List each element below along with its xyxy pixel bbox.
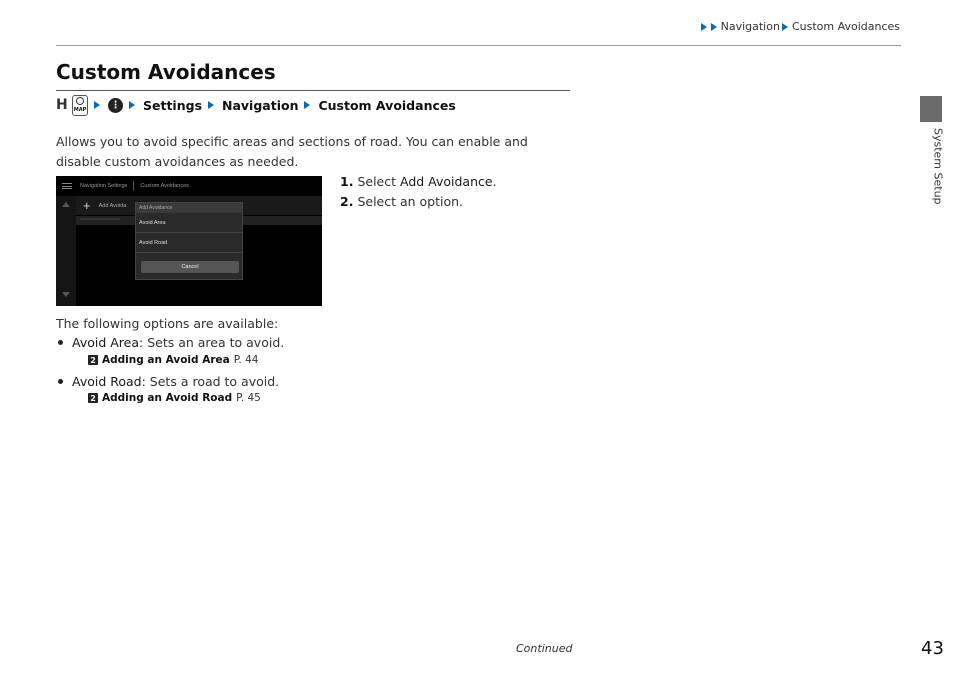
operation-path: [56, 94, 456, 116]
arrow-icon: [208, 101, 214, 109]
breadcrumb-item-custom-avoidances: Custom Avoidances: [791, 20, 900, 33]
menu-icon: [62, 183, 72, 189]
path-item-navigation: Navigation: [222, 97, 299, 113]
path-item-custom-avoidances: Custom Avoidances: [318, 97, 456, 113]
screen-header-right: Custom Avoidances: [140, 183, 189, 189]
path-item-settings: Settings: [143, 97, 203, 113]
screen-add-row-label: Add Avoida: [98, 202, 127, 209]
option-avoid-road: Avoid Road : Sets a road to avoid.: [56, 374, 279, 389]
arrow-icon: [782, 23, 788, 31]
arrow-icon: [94, 101, 100, 109]
bullet-icon: [58, 379, 63, 384]
step-item: 2. Select an option.: [340, 194, 464, 209]
add-avoidance-dialog: [135, 202, 243, 280]
scroll-up-icon: [62, 202, 70, 207]
breadcrumb-item-navigation: Navigation: [720, 20, 780, 33]
plus-icon: +: [83, 198, 91, 213]
screen-scrollbar: [56, 196, 76, 306]
device-screenshot: [56, 176, 322, 306]
bullet-icon: [58, 340, 63, 345]
section-tab-label: System Setup: [931, 128, 945, 205]
arrow-icon: [711, 23, 717, 31]
scroll-down-icon: [62, 292, 70, 297]
arrow-icon: [304, 101, 310, 109]
reference-link[interactable]: 2 Adding an Avoid Area P. 44: [88, 354, 258, 366]
page-number: 43: [921, 638, 944, 659]
home-button-icon: H: [56, 97, 68, 113]
arrow-icon: [701, 23, 707, 31]
reference-link[interactable]: 2 Adding an Avoid Road P. 45: [88, 392, 261, 404]
screen-header: [56, 176, 322, 196]
page-title: Custom Avoidances: [56, 60, 276, 84]
continued-label: Continued: [516, 642, 573, 655]
step-item: 1. Select Add Avoidance.: [340, 174, 497, 189]
dialog-title: Add Avoidance: [136, 203, 242, 213]
screen-header-left: Navigation Settings: [80, 183, 128, 189]
arrow-icon: [129, 101, 135, 109]
title-divider: [56, 90, 570, 91]
section-tab-marker: [920, 96, 942, 122]
options-intro: The following options are available:: [56, 316, 279, 331]
dialog-option-avoid-area: Avoid Area: [136, 213, 242, 233]
header-divider: [56, 45, 901, 46]
step-list: [340, 172, 497, 212]
reference-icon: 2: [88, 393, 98, 403]
options-menu-icon: ⋮: [108, 98, 123, 113]
map-button-icon: MAP: [72, 95, 88, 116]
breadcrumb: [701, 20, 900, 33]
dialog-cancel-button: Cancel: [141, 261, 239, 273]
dialog-option-avoid-road: Avoid Road: [136, 233, 242, 253]
intro-text: Allows you to avoid specific areas and sections of road. You can enable and disable custom avoidances as needed.: [56, 134, 528, 169]
option-avoid-area: Avoid Area : Sets an area to avoid.: [56, 335, 284, 350]
reference-icon: 2: [88, 355, 98, 365]
